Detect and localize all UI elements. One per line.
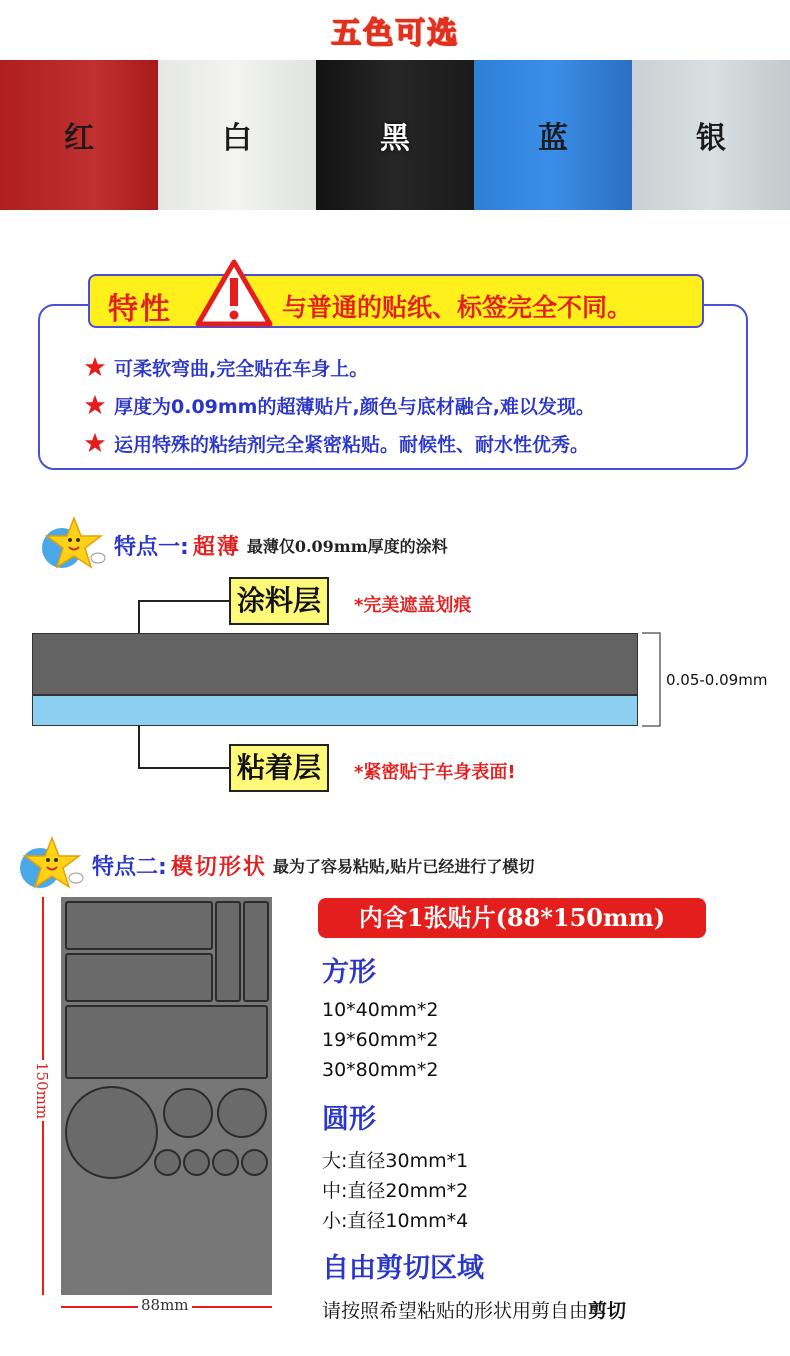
cut-rect-medium bbox=[65, 901, 213, 950]
features-title: 特性 bbox=[108, 292, 172, 327]
width-dimension-label: 88mm bbox=[138, 1296, 192, 1314]
cut-rect-medium bbox=[65, 953, 213, 1002]
free-cut-text bbox=[322, 1296, 626, 1323]
swatch-white-label: 白 bbox=[222, 121, 252, 156]
feature-text: 运用特殊的粘结剂完全紧密粘贴。耐候性、耐水性优秀。 bbox=[114, 433, 590, 456]
feature-text: 可柔软弯曲,完全贴在车身上。 bbox=[114, 357, 369, 380]
sheet-size-pill: 内含1张贴片(88*150mm) bbox=[318, 898, 706, 938]
swatch-blue-label: 蓝 bbox=[538, 121, 568, 156]
square-heading: 方形 bbox=[322, 957, 376, 988]
colors-title: 五色可选 bbox=[331, 16, 459, 51]
point2-key: 模切形状 bbox=[170, 854, 267, 880]
square-spec: 19*60mm*2 bbox=[322, 1029, 439, 1051]
cut-circle-small bbox=[241, 1149, 268, 1176]
point1-label: 特点一: bbox=[114, 534, 189, 560]
cut-circle-large bbox=[65, 1086, 158, 1179]
cut-circle-small bbox=[212, 1149, 239, 1176]
coating-layer-note: *完美遮盖划痕 bbox=[354, 595, 472, 616]
swatch-silver-label: 银 bbox=[696, 121, 726, 156]
circle-spec: 小:直径10mm*4 bbox=[322, 1210, 469, 1232]
square-spec: 30*80mm*2 bbox=[322, 1059, 439, 1081]
adhesive-layer-note: *紧密贴于车身表面! bbox=[354, 762, 516, 783]
cut-rect-small bbox=[215, 901, 241, 1002]
height-dimension-label: 150mm bbox=[33, 1062, 51, 1120]
feature-text: 厚度为0.09mm的超薄贴片,颜色与底材融合,难以发现。 bbox=[114, 395, 595, 418]
sticker-sheet bbox=[61, 897, 272, 1295]
swatch-black-label: 黑 bbox=[380, 121, 410, 156]
circle-heading: 圆形 bbox=[322, 1104, 376, 1135]
point1-desc: 最薄仅0.09mm厚度的涂料 bbox=[246, 536, 448, 556]
cut-rect-large bbox=[65, 1005, 268, 1079]
swatch-red-label: 红 bbox=[64, 121, 94, 156]
coating-layer-bar bbox=[32, 633, 638, 695]
circle-spec: 大:直径30mm*1 bbox=[322, 1150, 469, 1172]
point2-heading bbox=[16, 836, 534, 894]
features-subtitle: 与普通的贴纸、标签完全不同。 bbox=[282, 293, 633, 322]
cut-circle-small bbox=[154, 1149, 181, 1176]
free-cut-heading: 自由剪切区域 bbox=[322, 1253, 484, 1284]
cut-circle-medium bbox=[217, 1088, 267, 1138]
point2-label: 特点二: bbox=[92, 854, 167, 880]
star-mascot-icon bbox=[16, 836, 86, 894]
circle-spec: 中:直径20mm*2 bbox=[322, 1180, 469, 1202]
adhesive-layer-tag: 粘着层 bbox=[229, 744, 329, 792]
cut-circle-medium bbox=[163, 1088, 213, 1138]
adhesive-layer-bar bbox=[32, 695, 638, 726]
point1-key: 超薄 bbox=[192, 534, 241, 560]
free-cut-instruction: 请按照希望粘贴的形状用剪自由 bbox=[322, 1300, 589, 1322]
point2-desc: 最为了容易粘贴,贴片已经进行了模切 bbox=[272, 856, 535, 876]
cut-rect-small bbox=[243, 901, 269, 1002]
cut-circle-small bbox=[183, 1149, 210, 1176]
free-cut-bold: 剪切 bbox=[588, 1300, 627, 1322]
thickness-label: 0.05-0.09mm bbox=[666, 671, 768, 689]
coating-layer-tag: 涂料层 bbox=[229, 577, 329, 625]
square-spec: 10*40mm*2 bbox=[322, 999, 439, 1021]
